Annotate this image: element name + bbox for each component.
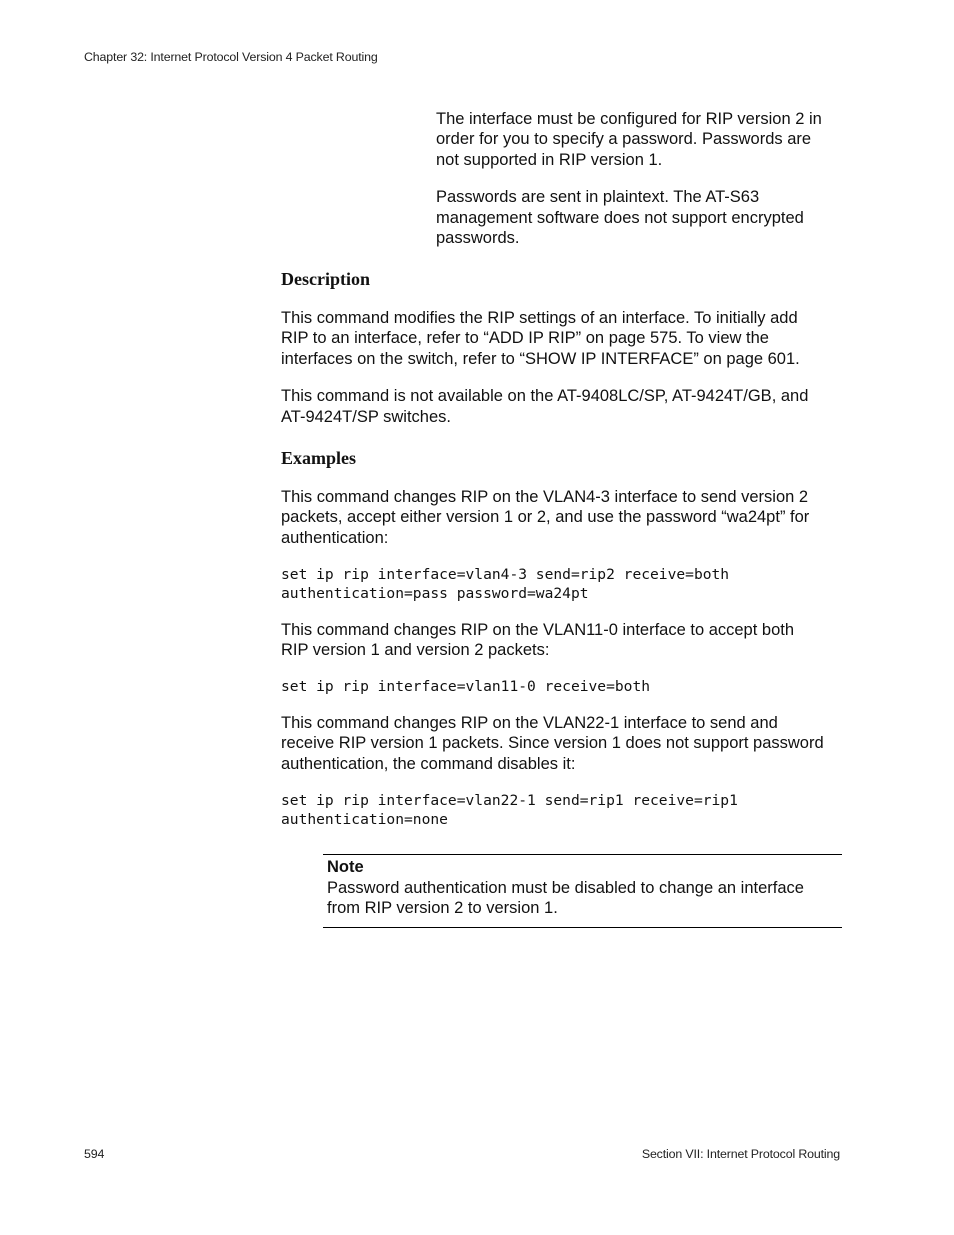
note-box	[323, 854, 842, 928]
password-notes	[436, 109, 846, 248]
example-2-text: This command changes RIP on the VLAN11-0 interface to accept both RIP version 1 and version 2 packets:	[281, 621, 795, 660]
example-1-text: This command changes RIP on the VLAN4-3 interface to send version 2 packets, accept either version 1 or 2, and use the password “wa24pt” for authentication:	[281, 488, 810, 547]
description-heading: Description	[281, 269, 370, 289]
plaintext-paragraph: Passwords are sent in plaintext. The AT-S63 management software does not support encrypted passwords.	[436, 188, 804, 248]
section-footer: Section VII: Internet Protocol Routing	[641, 1147, 840, 1161]
note-title: Note	[327, 858, 364, 876]
availability-paragraph: This command is not available on the AT-9408LC/SP, AT-9424T/GB, and AT-9424T/SP switches.	[281, 387, 809, 426]
description-paragraph: This command modifies the RIP settings of an interface. To initially add RIP to an interface, refer to “ADD IP RIP” on page 575. To view the interfaces on the switch, refer to “SHOW IP INTERFACE” on page 601.	[281, 309, 800, 368]
password-requirement-paragraph: The interface must be configured for RIP version 2 in order for you to specify a password. Passwords are not supported in RIP version 1.	[436, 110, 822, 169]
description-section	[281, 308, 851, 427]
example-3-code: set ip rip interface=vlan22-1 send=rip1 receive=rip1 authentication=none	[281, 792, 738, 828]
running-header: Chapter 32: Internet Protocol Version 4 Packet Routing	[84, 50, 378, 64]
examples-heading: Examples	[281, 448, 357, 468]
page-number: 594	[84, 1147, 105, 1161]
example-3-text: This command changes RIP on the VLAN22-1 interface to send and receive RIP version 1 packets. Since version 1 does not support password authentication, the command disables it:	[281, 714, 824, 773]
example-2-code: set ip rip interface=vlan11-0 receive=both	[281, 678, 651, 695]
example-1-code: set ip rip interface=vlan4-3 send=rip2 receive=both authentication=pass password=wa24pt	[281, 566, 730, 602]
note-body: Password authentication must be disabled to change an interface from RIP version 2 to version 1.	[327, 879, 804, 918]
